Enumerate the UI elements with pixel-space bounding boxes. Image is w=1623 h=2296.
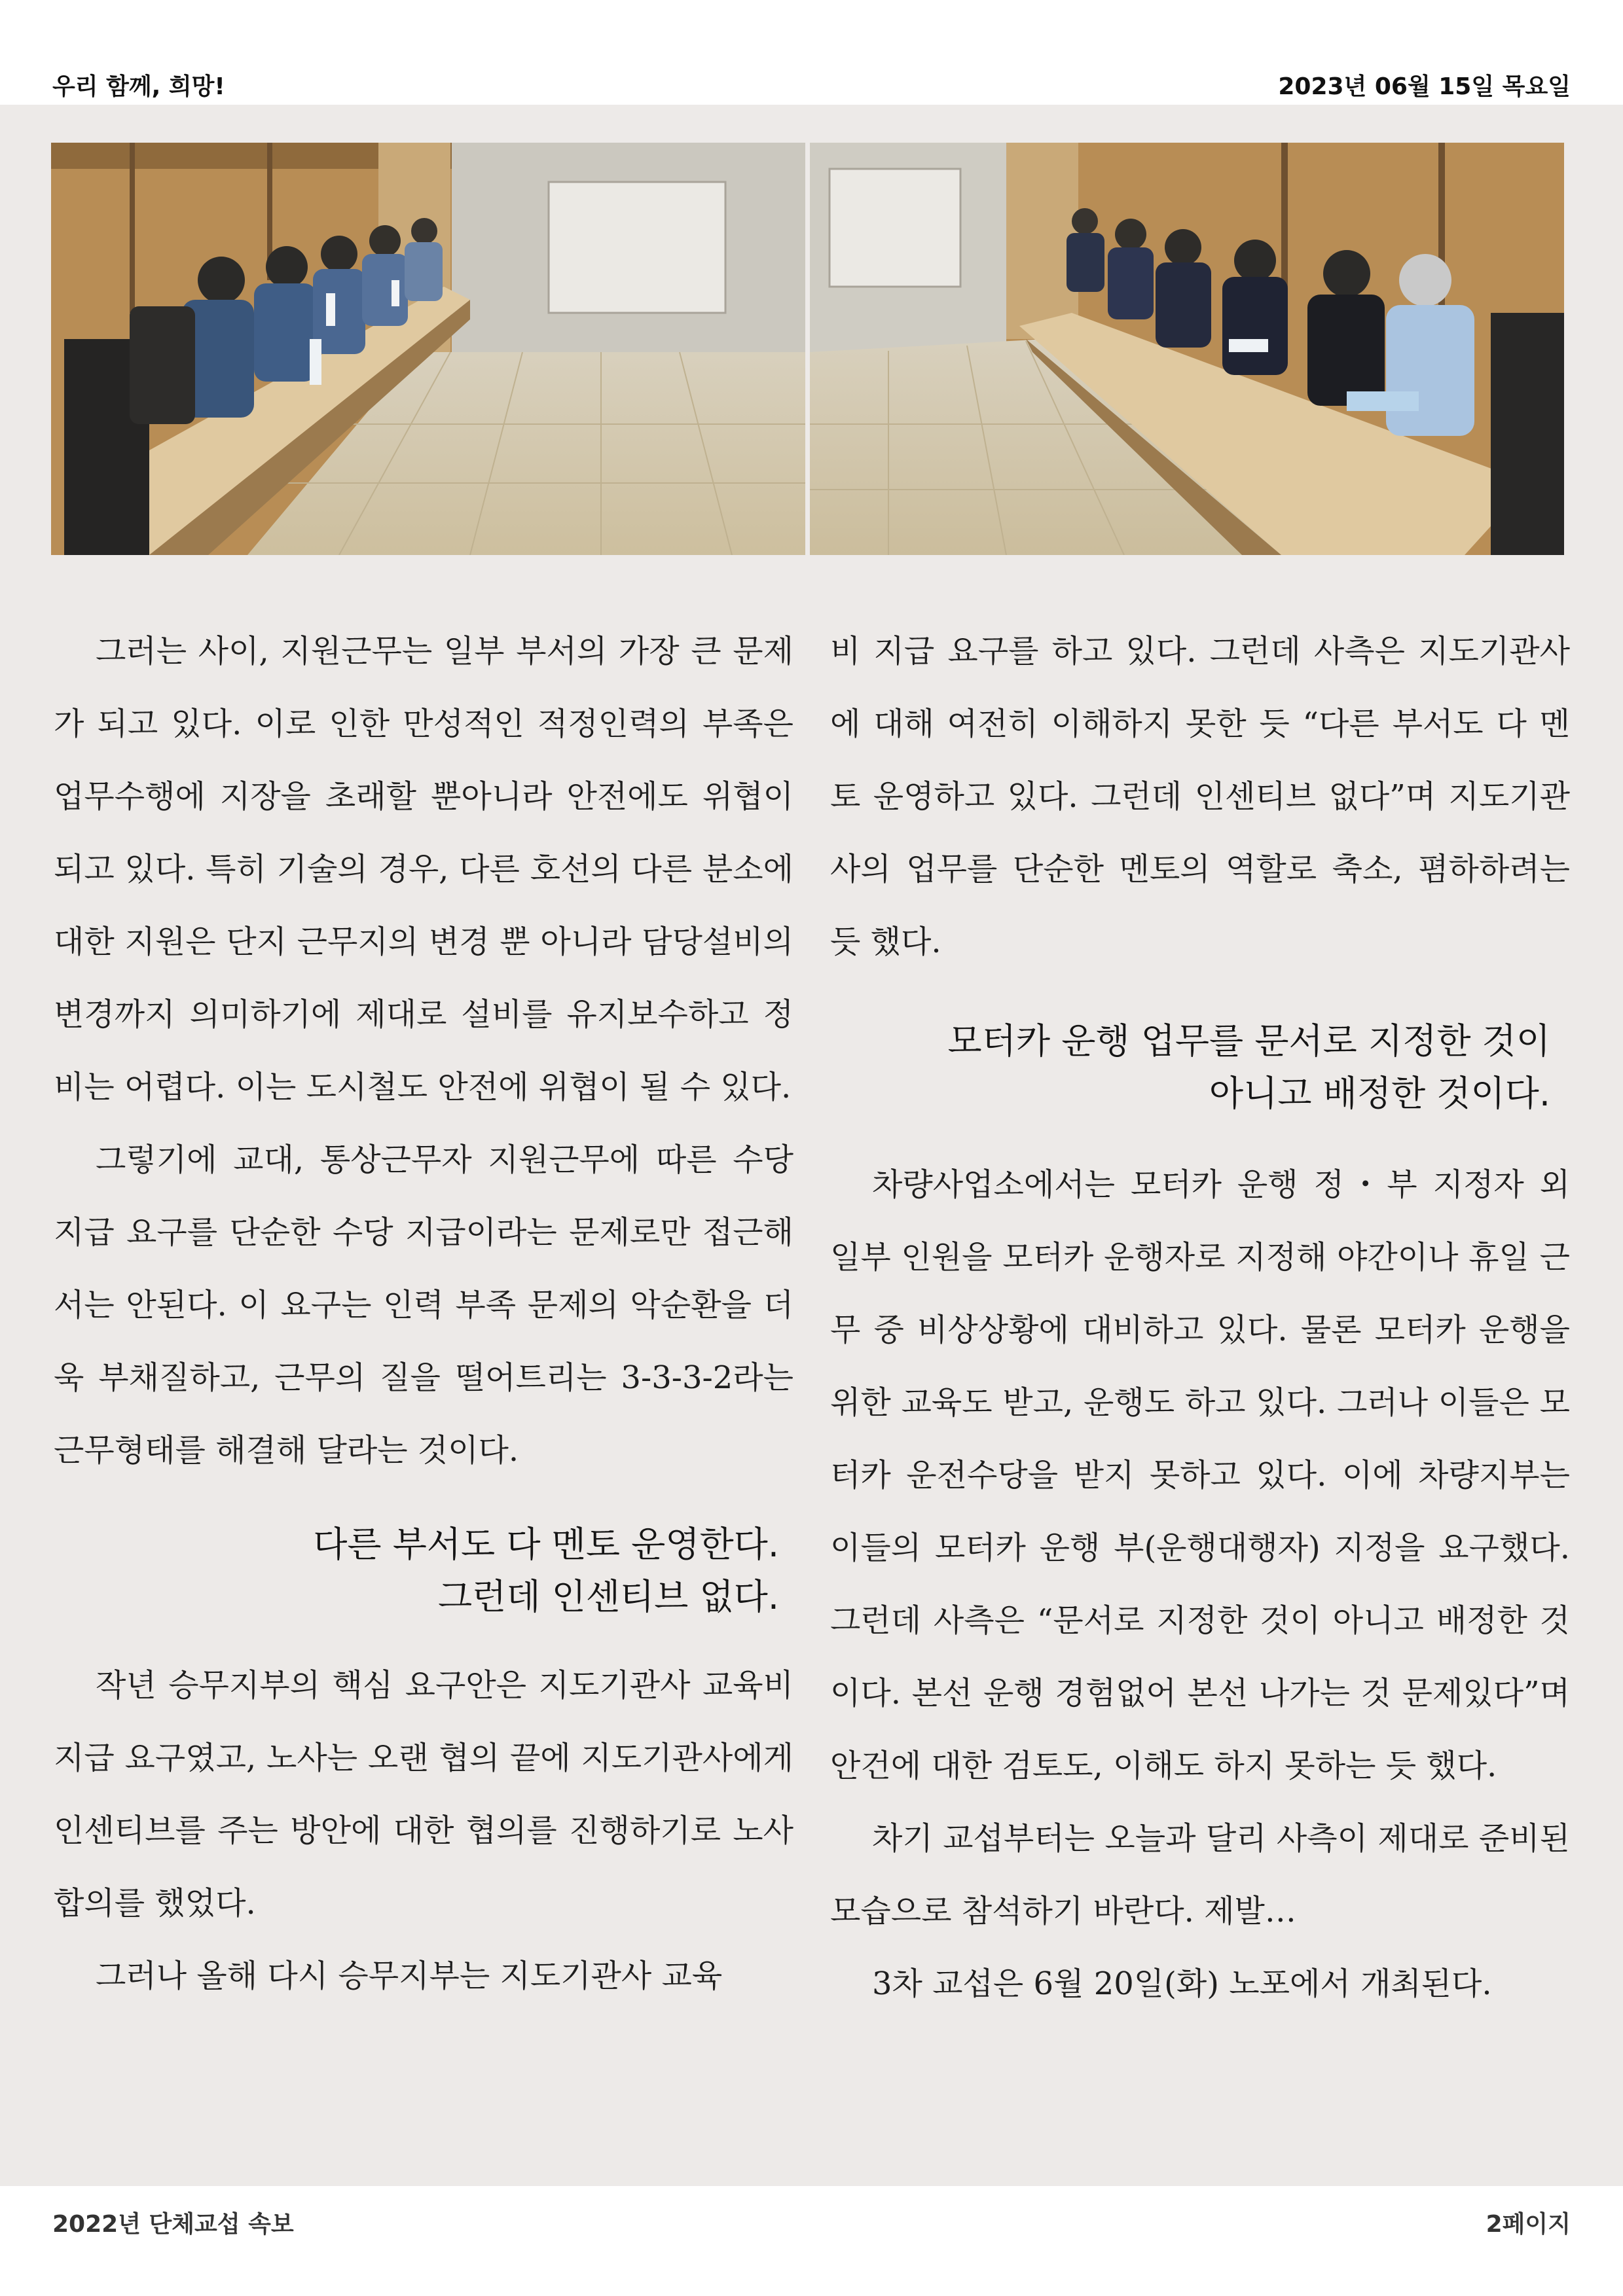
paragraph-support-duty: 그러는 사이, 지원근무는 일부 부서의 가장 큰 문제가 되고 있다. 이로 인한 만성적인 적정인력의 부족은 업무수행에 지장을 초래할 뿐아니라 안전에도 위협이 되고 있다. 특히 기술의 경우, 다른 호선의 다른 분소에 대한 지원은 단지 근무지의 변경 뿐 아니라 담당설비의 변경까지 의미하기에 제대로 설비를 유지보수하고 정비는 어렵다. 이는 도시철도 안전에 위협이 될 수 있다.	[54, 633, 793, 1105]
article-column-left	[54, 615, 793, 2013]
paragraph-motorcar-operators: 차량사업소에서는 모터카 운행 정・부 지정자 외 일부 인원을 모터카 운행자로 지정해 야간이나 휴일 근무 중 비상상황에 대비하고 있다. 물론 모터카 운행을 위한 교육도 받고, 운행도 하고 있다. 그러나 이들은 모터카 운전수당을 받지 못하고 있다. 이에 차량지부는 이들의 모터카 운행 부(운행대행자) 지정을 요구했다. 그런데 사측은 “문서로 지정한 것이 아니고 배정한 것이다. 본선 운행 경험없어 본선 나가는 것 문제있다”며 안건에 대한 검토도, 이해도 하지 못하는 듯 했다.	[830, 1166, 1570, 1784]
header-slogan: 우리 함께, 희망!	[52, 73, 225, 100]
meeting-photo-union-side	[51, 143, 805, 555]
footer-title: 2022년 단체교섭 속보	[52, 2211, 294, 2238]
meeting-photo-management-side	[810, 143, 1564, 555]
paragraph-crew-demand: 작년 승무지부의 핵심 요구안은 지도기관사 교육비 지급 요구였고, 노사는 오랜 협의 끝에 지도기관사에게 인센티브를 주는 방안에 대한 협의를 진행하기로 노사합의를 했었다.	[54, 1667, 793, 1922]
newsletter-body	[0, 105, 1623, 2186]
paragraph-third-negotiation: 3차 교섭은 6월 20일(화) 노포에서 개최된다.	[872, 1965, 1492, 2002]
paragraph-this-year: 그러나 올해 다시 승무지부는 지도기관사 교육	[96, 1958, 723, 1994]
section-heading-motorcar-line2: 아니고 배정한 것이다.	[1209, 1073, 1550, 1114]
paragraph-allowance-demand: 그렇기에 교대, 통상근무자 지원근무에 따른 수당 지급 요구를 단순한 수당 지급이라는 문제로만 접근해서는 안된다. 이 요구는 인력 부족 문제의 악순환을 더욱 부채질하고, 근무의 질을 떨어트리는 3-3-3-2라는 근무형태를 해결해 달라는 것이다.	[54, 1141, 793, 1469]
paragraph-continued: 비 지급 요구를 하고 있다. 그런데 사측은 지도기관사에 대해 여전히 이해하지 못한 듯 “다른 부서도 다 멘토 운영하고 있다. 그런데 인센티브 없다”며 지도기관사의 업무를 단순한 멘토의 역할로 축소, 폄하하려는 듯 했다.	[830, 633, 1570, 960]
section-heading-motorcar-line1: 모터카 운행 업무를 문서로 지정한 것이	[947, 1020, 1550, 1062]
page-header	[0, 0, 1623, 105]
page-footer	[0, 2186, 1623, 2296]
paragraph-next-negotiation: 차기 교섭부터는 오늘과 달리 사측이 제대로 준비된 모습으로 참석하기 바란다. 제발…	[830, 1820, 1570, 1929]
section-heading-motorcar	[830, 1015, 1550, 1120]
section-heading-mentor-line1: 다른 부서도 다 멘토 운영한다.	[313, 1524, 779, 1565]
article-column-right	[830, 615, 1570, 2020]
section-heading-mentor-line2: 그런데 인센티브 없다.	[438, 1576, 779, 1617]
header-date: 2023년 06월 15일 목요일	[1278, 73, 1571, 100]
page-number: 2페이지	[1486, 2211, 1571, 2238]
section-heading-mentor	[54, 1518, 779, 1623]
